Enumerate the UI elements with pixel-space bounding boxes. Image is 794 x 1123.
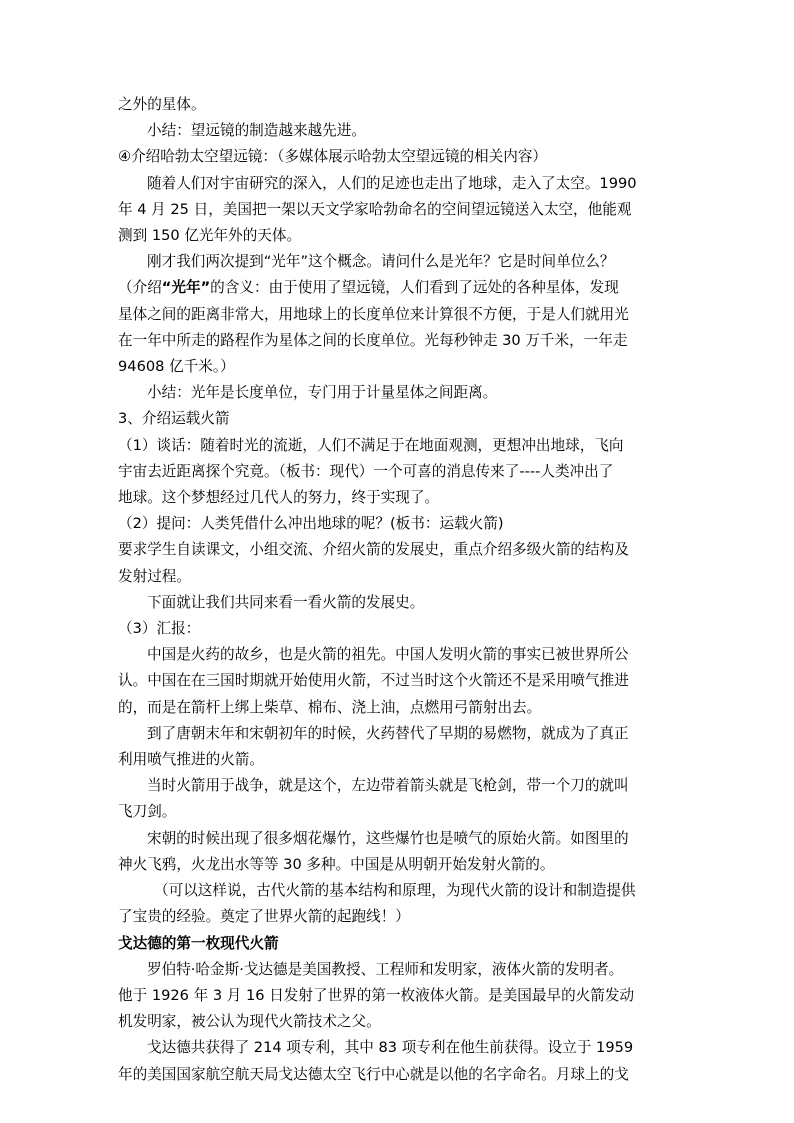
- text-line: 下面就让我们共同来看一看火箭的发展史。: [147, 593, 425, 611]
- text-line: 机发明家，被公认为现代火箭技术之父。: [118, 1013, 381, 1031]
- text-line: （2）提问：人类凭借什么冲出地球的呢？(板书：运载火箭): [118, 515, 504, 533]
- text-line: 认。中国在在三国时期就开始使用火箭，不过当时这个火箭还不是采用喷气推进: [118, 672, 629, 690]
- text-line: 宋朝的时候出现了很多烟花爆竹，这些爆竹也是喷气的原始火箭。如图里的: [147, 829, 629, 847]
- text-line: 要求学生自读课文，小组交流、介绍火箭的发展史，重点介绍多级火箭的结构及: [118, 541, 629, 559]
- text-line: 到了唐朝末年和宋朝初年的时候，火药替代了早期的易燃物，就成为了真正: [147, 724, 629, 742]
- text-line: 之外的星体。: [118, 96, 206, 113]
- text-line: （1）谈话：随着时光的流逝，人们不满足于在地面观测，更想冲出地球，飞向: [118, 436, 624, 454]
- text-line: 飞刀剑。: [118, 803, 177, 821]
- bold-term: “光年”: [161, 279, 211, 297]
- text-line: 测到 150 亿光年外的天体。: [118, 227, 302, 245]
- text-line: 发射过程。: [118, 567, 191, 585]
- text-line: 的，而是在箭杆上绑上柴草、棉布、浇上油，点燃用弓箭射出去。: [118, 698, 542, 716]
- text-line: （3）汇报：: [118, 620, 201, 638]
- text-line: [118, 275, 672, 301]
- section-heading: 戈达德的第一枚现代火箭: [118, 934, 279, 952]
- text-line: 利用喷气推进的火箭。: [118, 751, 264, 769]
- text-line: 随着人们对宇宙研究的深入，人们的足迹也走出了地球，走入了太空。1990: [147, 174, 637, 192]
- text-fragment: 的含义：由于使用了望远镜，人们看到了远处的各种星体，发现: [210, 279, 619, 297]
- text-line: 年的美国国家航空航天局戈达德太空飞行中心就是以他的名字命名。月球上的戈: [118, 1065, 629, 1083]
- text-line: 他于 1926 年 3 月 16 日发射了世界的第一枚液体火箭。是美国最早的火箭发动: [118, 986, 635, 1004]
- text-fragment: （介绍: [118, 279, 162, 297]
- text-line: 星体之间的距离非常大，用地球上的长度单位来计算很不方便，于是人们就用光: [118, 305, 629, 323]
- text-line: 了宝贵的经验。奠定了世界火箭的起跑线！）: [118, 908, 410, 926]
- text-line: 当时火箭用于战争，就是这个，左边带着箭头就是飞枪剑，带一个刀的就叫: [147, 777, 629, 795]
- text-line: 戈达德共获得了 214 项专利，其中 83 项专利在他生前获得。设立于 1959: [147, 1039, 634, 1057]
- text-line: 小结：光年是长度单位，专门用于计量星体之间距离。: [147, 384, 498, 402]
- text-line: 年 4 月 25 日，美国把一架以天文学家哈勃命名的空间望远镜送入太空，他能观: [118, 200, 632, 218]
- text-line: 刚才我们两次提到“光年”这个概念。请问什么是光年？它是时间单位么？: [147, 253, 615, 271]
- text-line: 中国是火药的故乡，也是火箭的祖先。中国人发明火箭的事实已被世界所公: [147, 646, 629, 664]
- text-line: 地球。这个梦想经过几代人的努力，终于实现了。: [118, 489, 440, 507]
- text-line: （可以这样说，古代火箭的基本结构和原理，为现代火箭的设计和制造提供: [154, 882, 636, 900]
- text-line: 94608 亿千米。）: [118, 358, 235, 376]
- text-line: 神火飞鸦，火龙出水等等 30 多种。中国是从明朝开始发射火箭的。: [118, 855, 555, 873]
- text-line: 在一年中所走的路程作为星体之间的长度单位。光每秒钟走 30 万千米，一年走: [118, 331, 628, 349]
- text-line: 小结：望远镜的制造越来越先进。: [147, 122, 366, 140]
- text-line: 3、介绍运载火箭: [118, 410, 230, 428]
- text-line: 宇宙去近距离探个究竟。（板书：现代）一个可喜的消息传来了----人类冲出了: [118, 462, 614, 480]
- text-line: 罗伯特·哈金斯·戈达德是美国教授、工程师和发明家，液体火箭的发明者。: [147, 960, 624, 978]
- text-line: ④介绍哈勃太空望远镜：（多媒体展示哈勃太空望远镜的相关内容）: [118, 148, 548, 166]
